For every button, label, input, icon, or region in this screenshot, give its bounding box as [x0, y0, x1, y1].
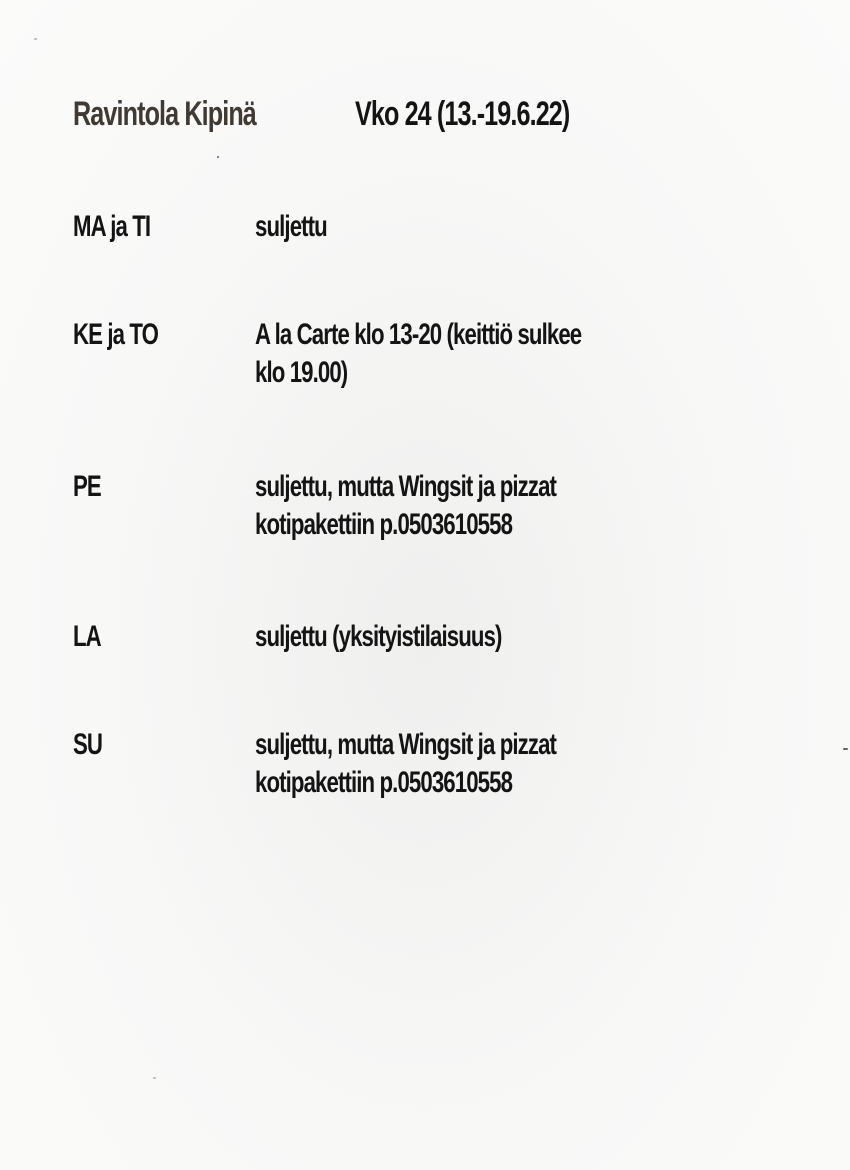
- scan-speck: [217, 156, 219, 158]
- schedule-day: KE ja TO: [73, 318, 159, 351]
- schedule-description: [255, 726, 556, 802]
- schedule-description-line: suljettu: [255, 210, 327, 243]
- restaurant-name: Ravintola Kipinä: [73, 95, 256, 133]
- schedule-day: MA ja TI: [73, 210, 151, 243]
- schedule-description-line: suljettu, mutta Wingsit ja pizzat: [255, 470, 557, 503]
- schedule-description-line: kotipakettiin p.0503610558: [255, 766, 513, 799]
- schedule-description: [255, 316, 581, 392]
- week-label: Vko 24 (13.-19.6.22): [355, 95, 570, 133]
- schedule-description-line: klo 19.00): [255, 356, 348, 389]
- schedule-description: [255, 208, 327, 246]
- schedule-description: [255, 468, 556, 544]
- schedule-day: SU: [73, 728, 103, 761]
- scan-speck: [843, 748, 848, 750]
- schedule-description-line: kotipakettiin p.0503610558: [255, 508, 513, 541]
- schedule-description: [255, 618, 502, 656]
- schedule-description-line: suljettu, mutta Wingsit ja pizzat: [255, 728, 557, 761]
- schedule-description-line: suljettu (yksityistilaisuus): [255, 620, 502, 653]
- schedule-day: LA: [73, 620, 101, 653]
- scan-speck: [34, 38, 37, 40]
- schedule-description-line: A la Carte klo 13-20 (keittiö sulkee: [255, 318, 582, 351]
- scan-speck: [153, 1077, 156, 1079]
- schedule-day: PE: [73, 470, 101, 503]
